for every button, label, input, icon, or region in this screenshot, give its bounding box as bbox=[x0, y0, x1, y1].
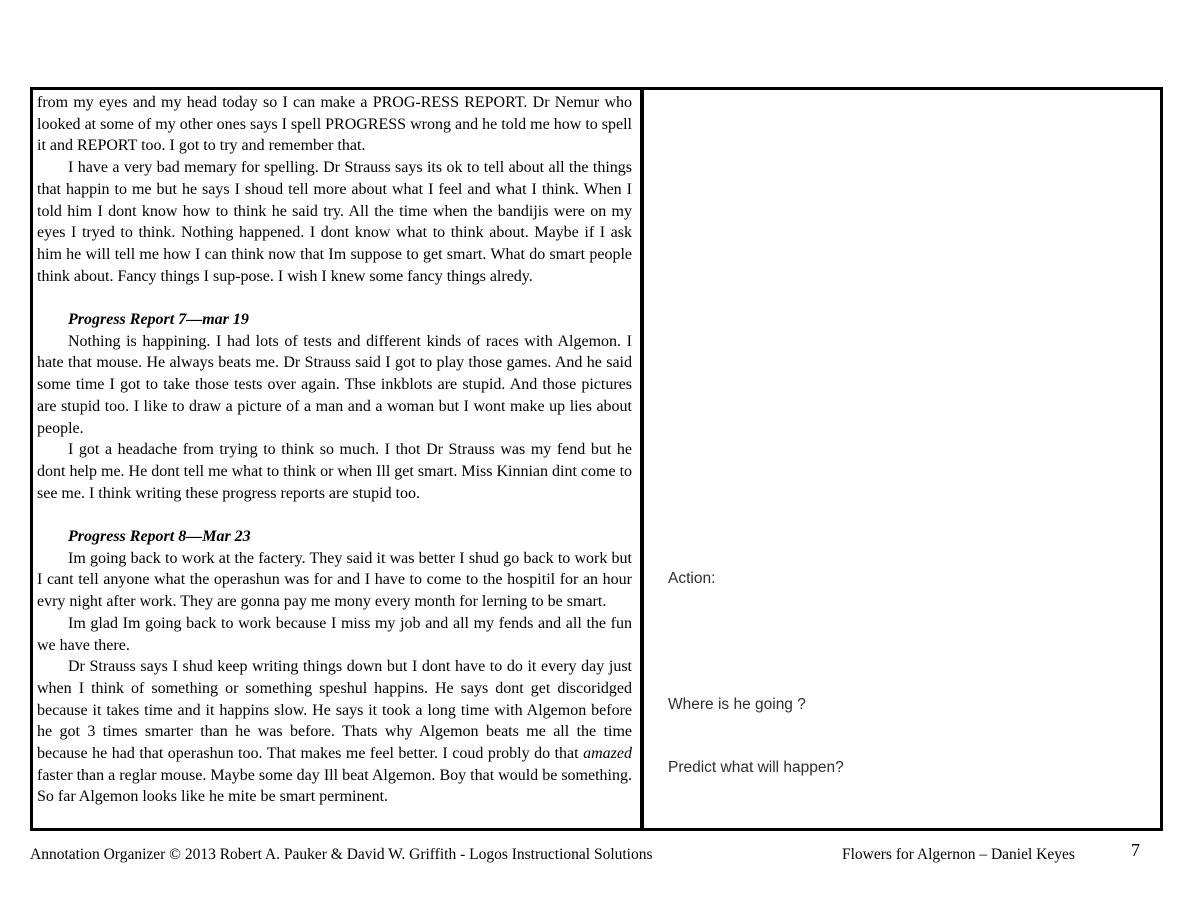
excerpt-column bbox=[33, 90, 644, 828]
annotation-organizer-box bbox=[30, 87, 1163, 831]
excerpt-paragraph-7 bbox=[37, 656, 632, 808]
progress-report-8-heading: Progress Report 8—Mar 23 bbox=[68, 528, 251, 546]
footer-book-title: Flowers for Algernon – Daniel Keyes bbox=[842, 846, 1075, 863]
excerpt-paragraph-6: Im glad Im going back to work because I miss my job and all my fends and all the fun we have there. bbox=[37, 614, 632, 654]
italic-word-amazed: amazed bbox=[583, 745, 632, 763]
annotation-column bbox=[644, 90, 1160, 828]
footer-page-number: 7 bbox=[1131, 840, 1140, 860]
action-label: Action: bbox=[668, 570, 716, 587]
footer-credit: Annotation Organizer © 2013 Robert A. Pauker & David W. Griffith - Logos Instructional Solutions bbox=[30, 846, 653, 863]
excerpt-paragraph-4: I got a headache from trying to think so much. I thot Dr Strauss was my fend but he dont help me. He dont tell me what to think or when Ill get smart. Miss Kinnian dint come to see me. I think writing these progress reports are stupid too. bbox=[37, 441, 633, 502]
excerpt-paragraph-1: from my eyes and my head today so I can make a PROG-RESS REPORT. Dr Nemur who looked at some of my other ones says I spell PROGRESS wrong and he told me how to spell it and REPORT too. I got to try and remember that. bbox=[37, 94, 632, 155]
excerpt-paragraph-3: Nothing is happining. I had lots of tests and different kinds of races with Algemon. I hate that mouse. He always beats me. Dr Strauss said I got to play those games. And he said some time I got to take those tests over again. Thse inkblots are stupid. And those pictures are stupid too. I like to draw a picture of a man and a woman but I wont make up lies about people. bbox=[37, 332, 632, 437]
excerpt-paragraph-2: I have a very bad memary for spelling. Dr Strauss says its ok to tell about all the things that happin to me but he says I shoud tell more about what I feel and what I think. When I told him I dont know how to think he said try. All the time when the bandijis were on my eyes I tryed to think. Nothing happened. I dont know what to think about. Maybe if I ask him he will tell me how I can think now that Im suppose to get smart. What do smart people think about. Fancy things I sup-pose. I wish I knew some fancy things alredy. bbox=[37, 159, 632, 285]
excerpt-paragraph-7-text: Dr Strauss says I shud keep writing things down but I dont have to do it every day just when I think of something or something speshul happins. He says dont get discoridged because it takes time and it happins slow. He says it took a long time with Algemon before he got 3 times smarter than he was before. Thats why Algemon beats me all the time because he had that operashun too. That makes me feel better. I coud probly do that bbox=[37, 658, 632, 763]
excerpt-paragraph-7-text-end: faster than a reglar mouse. Maybe some day Ill beat Algemon. Boy that would be something. So far Algemon looks like he mite be smart perminent. bbox=[37, 766, 632, 806]
question-predict: Predict what will happen? bbox=[668, 759, 844, 776]
excerpt-paragraph-5: Im going back to work at the factery. They said it was better I shud go back to work but I cant tell anyone what the operashun was for and I have to come to the hospitil for an hour evry night after work. They are gonna pay me mony every month for lerning to be smart. bbox=[37, 549, 632, 611]
question-where-going: Where is he going ? bbox=[668, 696, 806, 713]
progress-report-7-heading: Progress Report 7—mar 19 bbox=[68, 311, 249, 329]
